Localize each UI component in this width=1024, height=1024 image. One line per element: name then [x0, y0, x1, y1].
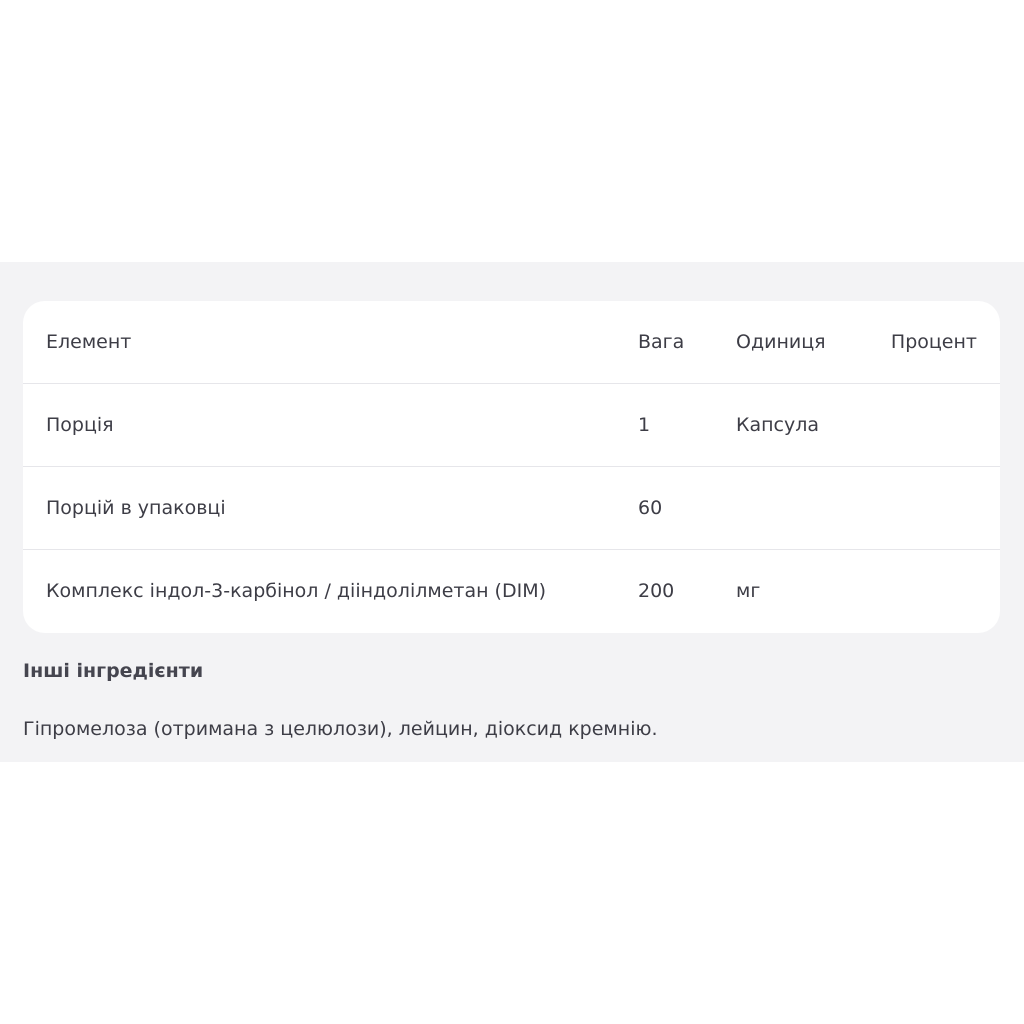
header-percent: Процент [890, 331, 977, 353]
other-ingredients-title: Інші інгредієнти [23, 660, 204, 682]
row-element: Комплекс індол-3-карбінол / дііндолілметан (DIM) [46, 580, 547, 602]
nutrition-table [23, 301, 1000, 633]
row-element: Порцій в упаковці [46, 497, 226, 519]
header-element: Елемент [46, 331, 132, 353]
table-row [23, 384, 1000, 467]
other-ingredients-text: Гіпромелоза (отримана з целюлози), лейцин, діоксид кремнію. [23, 718, 658, 740]
row-weight: 60 [638, 497, 663, 519]
header-weight: Вага [638, 331, 685, 353]
table-row [23, 550, 1000, 633]
header-unit: Одиниця [736, 331, 826, 353]
row-weight: 200 [638, 580, 675, 602]
row-element: Порція [46, 414, 114, 436]
table-row [23, 467, 1000, 550]
row-unit: мг [736, 580, 761, 602]
table-header-row [23, 301, 1000, 384]
row-weight: 1 [638, 414, 651, 436]
row-unit: Капсула [736, 414, 820, 436]
